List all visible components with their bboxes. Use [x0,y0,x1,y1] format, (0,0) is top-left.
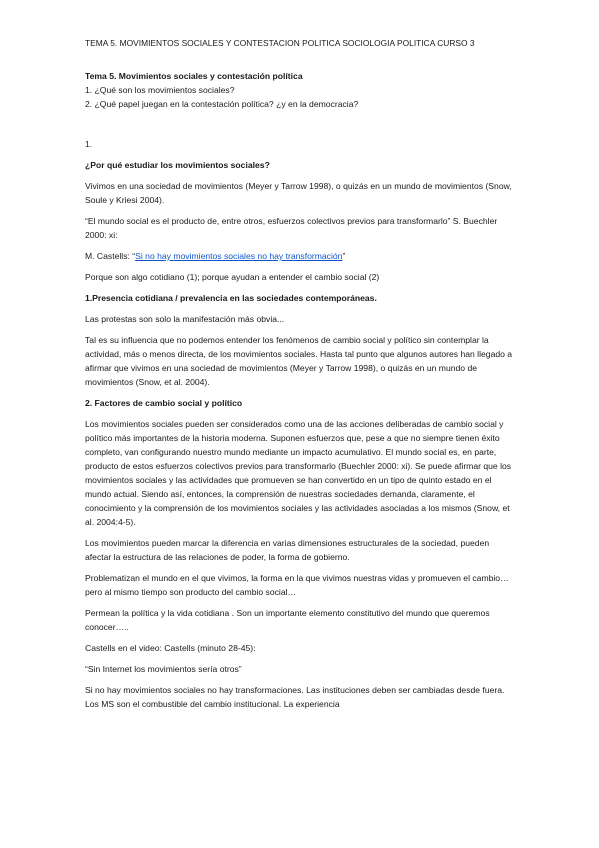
castells-link[interactable]: Si no hay movimientos sociales no hay transformación [135,251,343,261]
paragraph: Los movimientos pueden marcar la diferencia en varias dimensiones estructurales de la sociedad, pueden afectar la estructura de las relaciones de poder, la forma de gobierno. [85,538,490,562]
subsection-heading-1: 1.Presencia cotidiana / prevalencia en las sociedades contemporáneas. [85,293,377,303]
castells-suffix: ” [342,251,346,261]
subsection-heading-2: 2. Factores de cambio social y político [85,398,243,408]
paragraph: Si no hay movimientos sociales no hay transformaciones. Las instituciones deben ser cambiadas desde fuera. Los MS son el combustible del cambio institucional. La experiencia [85,685,505,709]
section-number: 1. [85,139,93,149]
castells-quote [85,249,515,263]
paragraph: Las protestas son solo la manifestación más obvia... [85,314,285,324]
document-title: Tema 5. Movimientos sociales y contestación política [85,71,303,81]
question-2: 2. ¿Qué papel juegan en la contestación política? ¿y en la democracia? [85,99,359,109]
section-heading: ¿Por qué estudiar los movimientos sociales? [85,160,270,170]
paragraph: Problematizan el mundo en el que vivimos, la forma en la que vivimos nuestras vidas y promueven el cambio… pero al mismo tiempo son producto del cambio social… [85,573,509,597]
quote-paragraph: “El mundo social es el producto de, entre otros, esfuerzos colectivos previos para transformarlo” S. Buechler 2000: xi: [85,216,498,240]
document-body [85,69,515,711]
question-1: 1. ¿Qué son los movimientos sociales? [85,85,235,95]
paragraph: Vivimos en una sociedad de movimientos (Meyer y Tarrow 1998), o quizás en un mundo de movimientos (Snow, Soule y Kriesi 2004). [85,181,512,205]
running-header: TEMA 5. MOVIMIENTOS SOCIALES Y CONTESTACION POLITICA SOCIOLOGIA POLITICA CURSO 3 [85,38,475,48]
paragraph: “Sin Internet los movimientos sería otros” [85,664,242,674]
castells-prefix: M. Castells: “ [85,251,136,261]
paragraph: Castells en el video: Castells (minuto 28-45): [85,643,256,653]
paragraph: Los movimientos sociales pueden ser considerados como una de las acciones deliberadas de cambio social y político más importantes de la historia moderna. Suponen esfuerzos que, pese a que no siempre tienen éxito completo, van configurando nuestro mundo mediante un impacto acumulativo. El mundo social es, en parte, producto de estos esfuerzos colectivos previos para transformarlo (Buechler 2000: xi). Se puede afirmar que los movimientos sociales y las actividades que promueven se han convertido en un tipo de quinto estado en el mundo actual. Siendo así, entonces, la comprensión de nuestras sociedades demanda, claramente, el conocimiento y la comprensión de los movimientos sociales y las actividades asociadas a los mismos (Snow, et al. 2004:4-5). [85,419,512,527]
paragraph: Tal es su influencia que no podemos entender los fenómenos de cambio social y político sin contemplar la actividad, más o menos directa, de los movimientos sociales. Hasta tal punto que algunos autores han llegado a afirmar que vivimos en una sociedad de movimientos (Meyer y Tarrow 1998), o quizás en un mundo de movimientos (Snow, et al. 2004). [85,335,513,387]
paragraph: Porque son algo cotidiano (1); porque ayudan a entender el cambio social (2) [85,272,380,282]
paragraph: Permean la política y la vida cotidiana . Son un importante elemento constitutivo del mundo que queremos conocer….. [85,608,490,632]
